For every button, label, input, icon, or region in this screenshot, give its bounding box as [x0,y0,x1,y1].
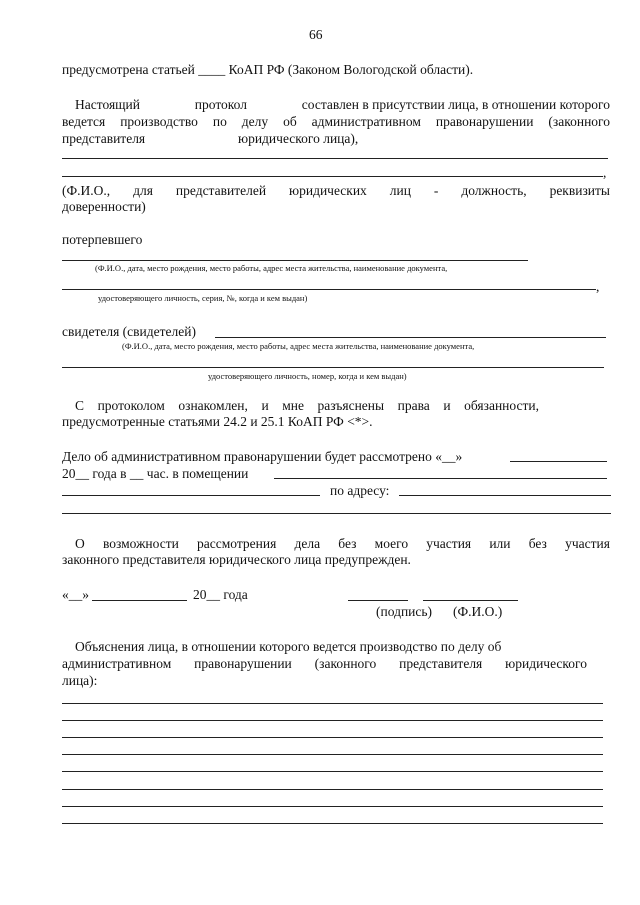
explanations-fill-line[interactable] [62,823,603,824]
intro-line: предусмотрена статьей ____ КоАП РФ (Законом Вологодской области). [62,62,474,77]
witness-label: свидетеля (свидетелей) [62,324,196,339]
signature-month-fill[interactable] [92,600,187,601]
explanations-fill-line[interactable] [62,720,603,721]
explanations-fill-line[interactable] [62,754,603,755]
witness-hint-2: удостоверяющего личность, номер, когда и кем выдан) [208,371,407,381]
presence-line-3-right: юридического лица), [238,131,359,146]
rights-line-1: С протоколом ознакомлен, и мне разъяснены права и обязанности, [75,398,539,413]
hearing-date-fill[interactable] [510,461,607,462]
presence-fill-line-2[interactable] [62,176,603,177]
absence-line-2: законного представителя юридического лица предупрежден. [62,552,411,567]
signature-sign-label: (подпись) [376,604,433,619]
explanations-fill-line[interactable] [62,737,603,738]
signature-year: 20__ года [193,587,248,602]
explanations-line-1: Объяснения лица, в отношении которого ведется производство по делу об [75,639,502,654]
explanations-fill-line[interactable] [62,703,603,704]
presence-line-2: ведется производство по делу об административном правонарушении (законного [62,114,610,129]
presence-line-1: Настоящий протокол составлен в присутствии лица, в отношении которого [75,97,610,112]
hearing-address-fill-2[interactable] [62,513,611,514]
victim-fill-line-1[interactable] [62,260,528,261]
presence-fio-hint-2: доверенности) [62,199,146,214]
hearing-line-1: Дело об административном правонарушении будет рассмотрено «__» [62,449,463,464]
victim-fill-line-2[interactable] [62,289,596,290]
victim-label: потерпевшего [62,232,143,247]
rights-line-2: предусмотренные статьями 24.2 и 25.1 КоАП РФ <*>. [62,414,373,429]
hearing-room-fill-2[interactable] [62,495,320,496]
explanations-fill-line[interactable] [62,789,603,790]
hearing-line-2: 20__ года в __ час. в помещении [62,466,249,481]
explanations-line-3: лица): [62,673,98,688]
page-number: 66 [309,27,323,42]
victim-hint-2: удостоверяющего личность, серия, №, когда и кем выдан) [98,293,308,303]
hearing-address-fill[interactable] [399,495,611,496]
hearing-address-label: по адресу: [330,483,390,498]
explanations-fill-line[interactable] [62,771,603,772]
witness-fill-line-2[interactable] [62,367,604,368]
signature-fio-fill[interactable] [423,600,518,601]
witness-fill-line-1[interactable] [215,337,606,338]
explanations-line-2: административном правонарушении (законного представителя юридического [62,656,587,671]
presence-line-3-left: представителя [62,131,146,146]
signature-sign-fill[interactable] [348,600,408,601]
victim-hint-1: (Ф.И.О., дата, место рождения, место работы, адрес места жительства, наименование документа, [95,263,448,273]
signature-date-open: «__» [62,587,89,602]
victim-comma: , [596,279,600,294]
presence-comma: , [603,165,607,180]
hearing-room-fill[interactable] [274,478,607,479]
presence-fill-line-1[interactable] [62,158,608,159]
absence-line-1: О возможности рассмотрения дела без моего участия или без участия [75,536,610,551]
explanations-fill-line[interactable] [62,806,603,807]
presence-fio-hint: (Ф.И.О., для представителей юридических лиц - должность, реквизиты [62,183,610,198]
signature-fio-label: (Ф.И.О.) [453,604,503,619]
witness-hint-1: (Ф.И.О., дата, место рождения, место работы, адрес места жительства, наименование документа, [122,341,475,351]
